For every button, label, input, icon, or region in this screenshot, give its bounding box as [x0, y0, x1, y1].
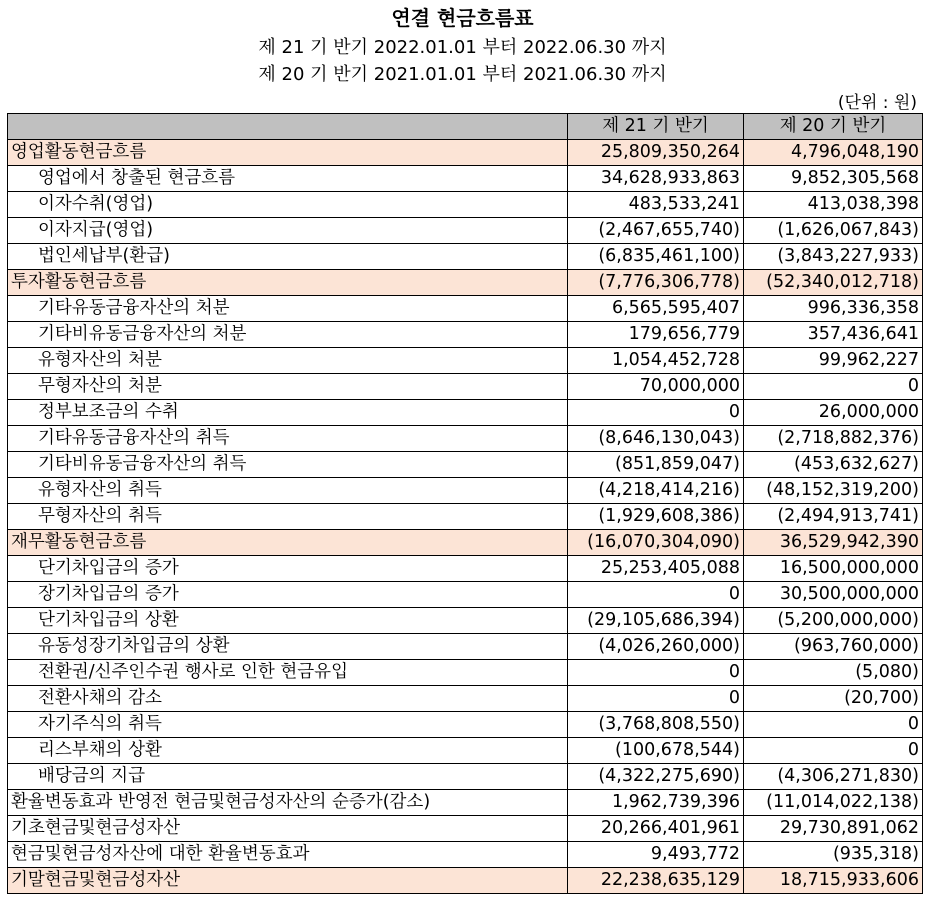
- row-label: 전환권/신주인수권 행사로 인한 현금유입: [8, 660, 568, 686]
- value-period-21: (6,835,461,100): [568, 244, 744, 270]
- value-period-20: (48,152,319,200): [744, 478, 923, 504]
- value-period-21: 6,565,595,407: [568, 296, 744, 322]
- row-label: 전환사채의 감소: [8, 686, 568, 712]
- row-label: 단기차입금의 상환: [8, 608, 568, 634]
- table-row: [8, 608, 923, 634]
- value-period-20: (2,494,913,741): [744, 504, 923, 530]
- table-row: [8, 478, 923, 504]
- value-period-21: 70,000,000: [568, 374, 744, 400]
- row-label: 장기차입금의 증가: [8, 582, 568, 608]
- table-row: [8, 426, 923, 452]
- value-period-20: 0: [744, 738, 923, 764]
- value-period-20: 29,730,891,062: [744, 816, 923, 842]
- period-current: 제 21 기 반기 2022.01.01 부터 2022.06.30 까지: [258, 37, 667, 58]
- value-period-20: 413,038,398: [744, 192, 923, 218]
- period-prior: 제 20 기 반기 2021.01.01 부터 2021.06.30 까지: [258, 64, 667, 85]
- value-period-21: 179,656,779: [568, 322, 744, 348]
- table-row: [8, 634, 923, 660]
- row-label: 단기차입금의 증가: [8, 556, 568, 582]
- table-row: [8, 790, 923, 816]
- table-row: [8, 530, 923, 556]
- row-label: 유동성장기차입금의 상환: [8, 634, 568, 660]
- value-period-20: 9,852,305,568: [744, 166, 923, 192]
- header-period-21: 제 21 기 반기: [568, 114, 744, 140]
- row-label: 배당금의 지급: [8, 764, 568, 790]
- table-row: [8, 270, 923, 296]
- value-period-20: (2,718,882,376): [744, 426, 923, 452]
- value-period-21: (29,105,686,394): [568, 608, 744, 634]
- value-period-21: (7,776,306,778): [568, 270, 744, 296]
- table-row: [8, 582, 923, 608]
- row-label: 영업활동현금흐름: [8, 140, 568, 166]
- value-period-21: (851,859,047): [568, 452, 744, 478]
- table-row: [8, 400, 923, 426]
- row-label: 현금및현금성자산에 대한 환율변동효과: [8, 842, 568, 868]
- table-row: [8, 816, 923, 842]
- value-period-20: 36,529,942,390: [744, 530, 923, 556]
- value-period-20: (453,632,627): [744, 452, 923, 478]
- table-row: [8, 452, 923, 478]
- value-period-21: (16,070,304,090): [568, 530, 744, 556]
- value-period-21: (4,026,260,000): [568, 634, 744, 660]
- value-period-21: (4,322,275,690): [568, 764, 744, 790]
- header-row: [8, 114, 923, 140]
- table-row: [8, 660, 923, 686]
- value-period-20: 996,336,358: [744, 296, 923, 322]
- value-period-20: 4,796,048,190: [744, 140, 923, 166]
- value-period-20: (5,200,000,000): [744, 608, 923, 634]
- row-label: 재무활동현금흐름: [8, 530, 568, 556]
- statement-title: 연결 현금흐름표: [391, 6, 534, 30]
- value-period-20: (3,843,227,933): [744, 244, 923, 270]
- row-label: 무형자산의 처분: [8, 374, 568, 400]
- table-row: [8, 712, 923, 738]
- table-row: [8, 504, 923, 530]
- row-label: 기말현금및현금성자산: [8, 868, 568, 894]
- value-period-20: 18,715,933,606: [744, 868, 923, 894]
- row-label: 정부보조금의 수취: [8, 400, 568, 426]
- value-period-20: (4,306,271,830): [744, 764, 923, 790]
- table-row: [8, 764, 923, 790]
- row-label: 유형자산의 취득: [8, 478, 568, 504]
- header-account: [8, 114, 568, 140]
- value-period-21: (100,678,544): [568, 738, 744, 764]
- table-row: [8, 842, 923, 868]
- table-row: [8, 374, 923, 400]
- value-period-20: (963,760,000): [744, 634, 923, 660]
- table-row: [8, 868, 923, 894]
- row-label: 리스부채의 상환: [8, 738, 568, 764]
- value-period-20: 0: [744, 374, 923, 400]
- header-period-20: 제 20 기 반기: [744, 114, 923, 140]
- table-row: [8, 192, 923, 218]
- value-period-20: 26,000,000: [744, 400, 923, 426]
- row-label: 자기주식의 취득: [8, 712, 568, 738]
- row-label: 영업에서 창출된 현금흐름: [8, 166, 568, 192]
- value-period-21: 25,809,350,264: [568, 140, 744, 166]
- value-period-21: 0: [568, 686, 744, 712]
- value-period-20: (52,340,012,718): [744, 270, 923, 296]
- row-label: 기타비유동금융자산의 처분: [8, 322, 568, 348]
- value-period-21: 25,253,405,088: [568, 556, 744, 582]
- value-period-21: 22,238,635,129: [568, 868, 744, 894]
- row-label: 환율변동효과 반영전 현금및현금성자산의 순증가(감소): [8, 790, 568, 816]
- row-label: 무형자산의 취득: [8, 504, 568, 530]
- value-period-20: 99,962,227: [744, 348, 923, 374]
- row-label: 기타비유동금융자산의 취득: [8, 452, 568, 478]
- row-label: 기타유동금융자산의 처분: [8, 296, 568, 322]
- value-period-21: (8,646,130,043): [568, 426, 744, 452]
- row-label: 유형자산의 처분: [8, 348, 568, 374]
- row-label: 투자활동현금흐름: [8, 270, 568, 296]
- value-period-21: 20,266,401,961: [568, 816, 744, 842]
- row-label: 이자지급(영업): [8, 218, 568, 244]
- value-period-21: 0: [568, 582, 744, 608]
- value-period-20: (935,318): [744, 842, 923, 868]
- cash-flow-table: [7, 113, 923, 894]
- table-row: [8, 348, 923, 374]
- value-period-21: 483,533,241: [568, 192, 744, 218]
- value-period-20: (11,014,022,138): [744, 790, 923, 816]
- value-period-20: 30,500,000,000: [744, 582, 923, 608]
- value-period-20: 357,436,641: [744, 322, 923, 348]
- value-period-21: 1,962,739,396: [568, 790, 744, 816]
- value-period-20: (20,700): [744, 686, 923, 712]
- value-period-21: (3,768,808,550): [568, 712, 744, 738]
- value-period-20: (1,626,067,843): [744, 218, 923, 244]
- table-row: [8, 218, 923, 244]
- table-row: [8, 686, 923, 712]
- value-period-21: 0: [568, 660, 744, 686]
- value-period-20: (5,080): [744, 660, 923, 686]
- table-row: [8, 738, 923, 764]
- value-period-21: 34,628,933,863: [568, 166, 744, 192]
- value-period-20: 16,500,000,000: [744, 556, 923, 582]
- value-period-21: (1,929,608,386): [568, 504, 744, 530]
- table-row: [8, 556, 923, 582]
- table-row: [8, 140, 923, 166]
- value-period-21: 9,493,772: [568, 842, 744, 868]
- row-label: 기초현금및현금성자산: [8, 816, 568, 842]
- table-row: [8, 166, 923, 192]
- table-row: [8, 322, 923, 348]
- value-period-21: 0: [568, 400, 744, 426]
- unit-label: (단위 : 원): [837, 93, 917, 113]
- table-row: [8, 296, 923, 322]
- value-period-21: (2,467,655,740): [568, 218, 744, 244]
- value-period-21: (4,218,414,216): [568, 478, 744, 504]
- row-label: 기타유동금융자산의 취득: [8, 426, 568, 452]
- value-period-21: 1,054,452,728: [568, 348, 744, 374]
- value-period-20: 0: [744, 712, 923, 738]
- row-label: 법인세납부(환급): [8, 244, 568, 270]
- row-label: 이자수취(영업): [8, 192, 568, 218]
- table-row: [8, 244, 923, 270]
